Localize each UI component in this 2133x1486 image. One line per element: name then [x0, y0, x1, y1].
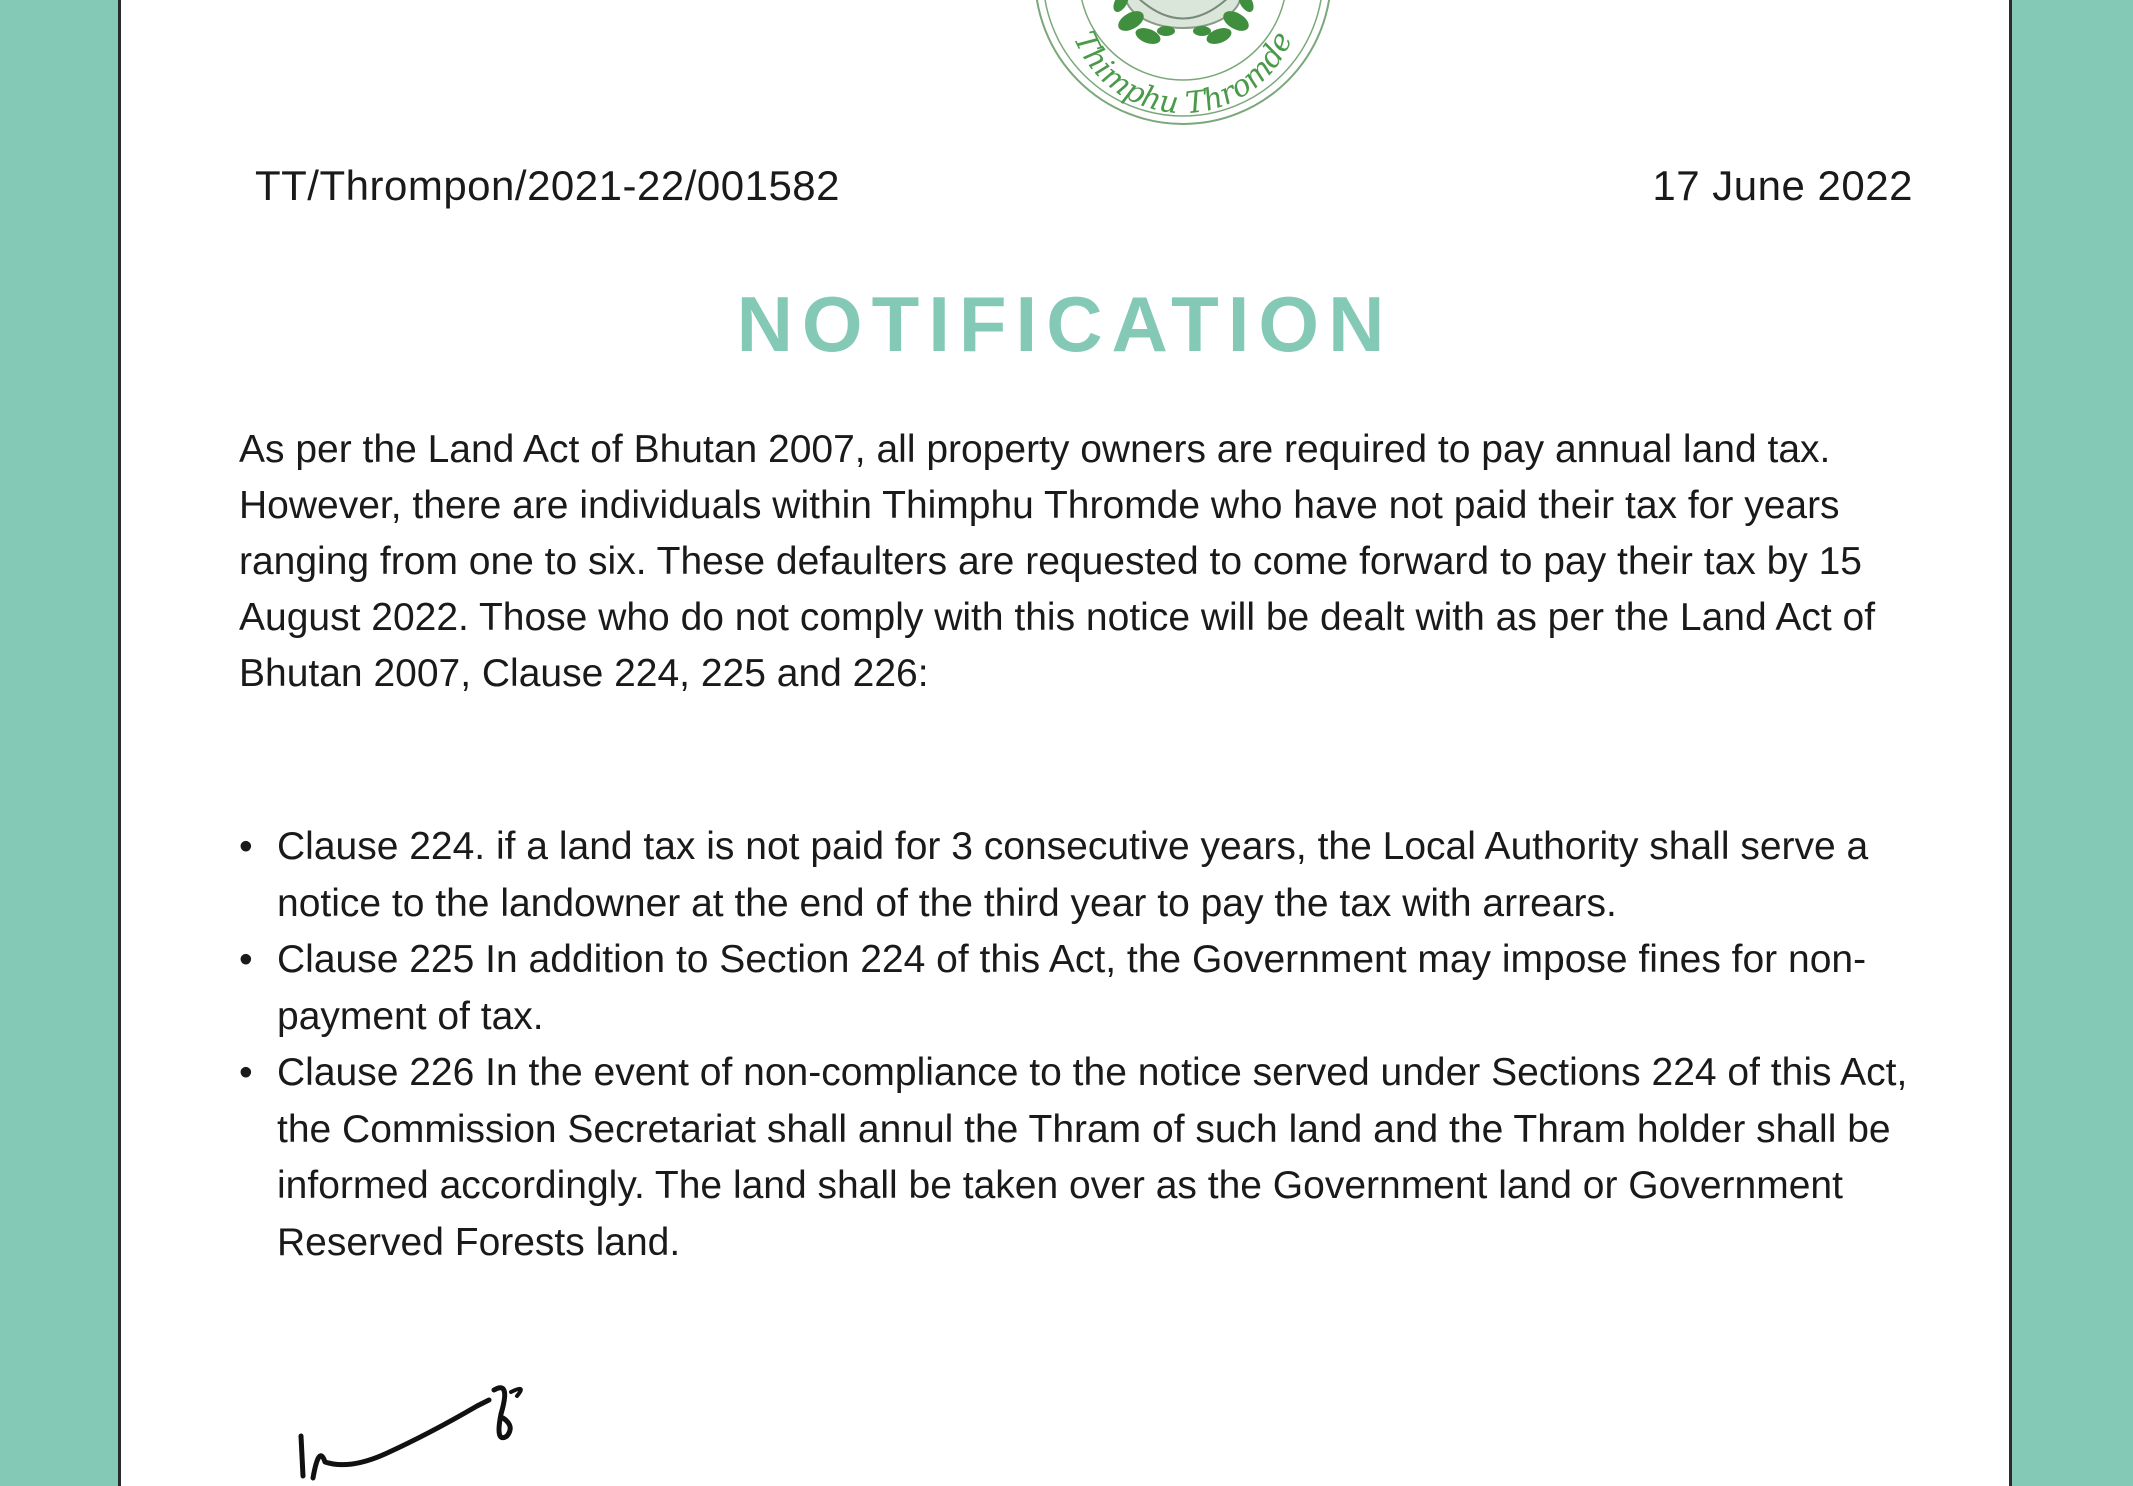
page-title: NOTIFICATION	[736, 280, 1394, 368]
bullet-icon: •	[239, 825, 253, 868]
bullet-icon: •	[239, 938, 253, 981]
list-item	[239, 932, 1959, 1045]
clause-224-text: Clause 224. if a land tax is not paid for 3 consecutive years, the Local Authority shall serve a notice to the landowner at the end of the third year to pay the tax with arrears.	[277, 825, 1869, 925]
clause-list	[239, 819, 1959, 1271]
list-item	[239, 1045, 1959, 1271]
clause-226-text: Clause 226 In the event of non-compliance to the notice served under Sections 224 of this Act, the Commission Secretariat shall annul the Thram of such land and the Thram holder shall be informed accordingly. The land shall be taken over as the Government land or Government Reserved Forests land.	[277, 1051, 1908, 1264]
notification-page	[118, 0, 2012, 1486]
bullet-icon: •	[239, 1051, 253, 1094]
thimphu-thromde-seal-logo	[1026, 0, 1340, 126]
reference-number: TT/Thrompon/2021-22/001582	[255, 162, 841, 209]
intro-paragraph: As per the Land Act of Bhutan 2007, all property owners are required to pay annual land tax. However, there are individuals within Thimphu Thromde who have not paid their tax for years ranging from one to six. These defaulters are requested to come forward to pay their tax by 15 August 2022. Those who do not comply with this notice will be dealt with as per the Land Act of Bhutan 2007, Clause 224, 225 and 226:	[239, 428, 1876, 695]
notice-date: 17 June 2022	[1652, 162, 1913, 209]
handwritten-signature	[289, 1374, 549, 1484]
list-item	[239, 819, 1959, 932]
clause-225-text: Clause 225 In addition to Section 224 of this Act, the Government may impose fines for non-payment of tax.	[277, 938, 1867, 1038]
svg-text:Thimphu Thromde: Thimphu Thromde	[1066, 26, 1300, 122]
